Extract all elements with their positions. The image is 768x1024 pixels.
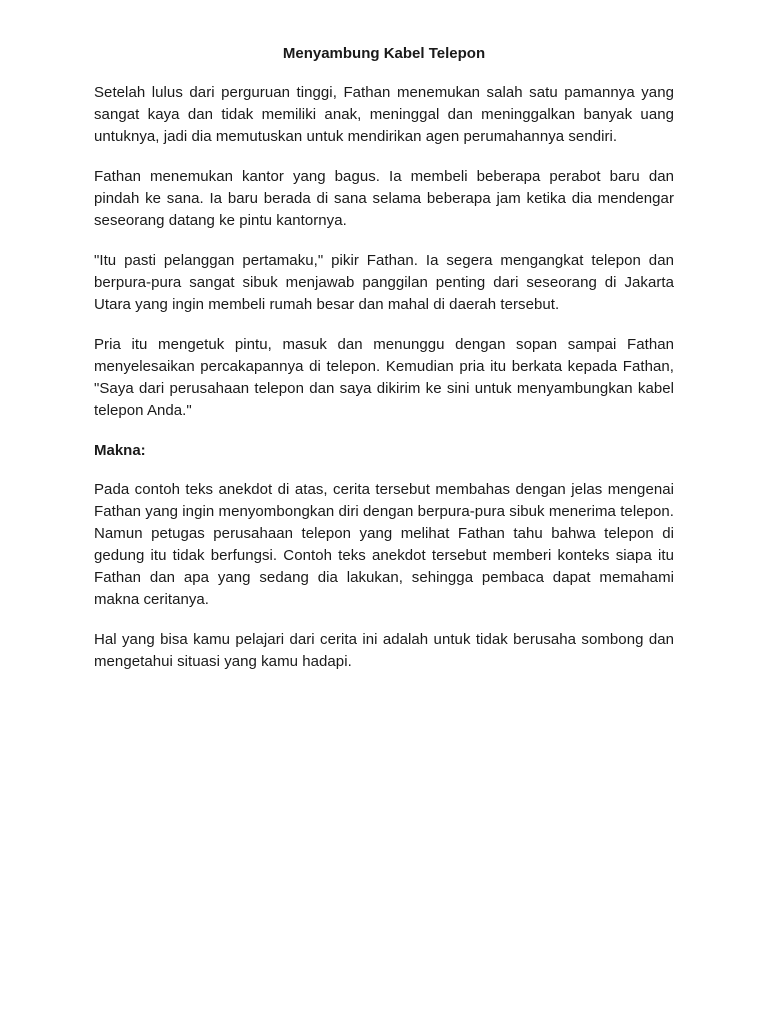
document-title: Menyambung Kabel Telepon bbox=[282, 45, 486, 62]
story-paragraph: "Itu pasti pelanggan pertamaku," pikir Fathan. Ia segera mengangkat telepon dan berpura-pura sangat sibuk menjawab panggilan penting dari seseorang di Jakarta Utara yang ingin membeli rumah besar dan mahal di daerah tersebut. bbox=[94, 252, 674, 313]
meaning-paragraph: Hal yang bisa kamu pelajari dari cerita ini adalah untuk tidak berusaha sombong dan mengetahui situasi yang kamu hadapi. bbox=[94, 631, 674, 670]
meaning-heading: Makna: bbox=[94, 442, 146, 459]
story-paragraph: Pria itu mengetuk pintu, masuk dan menunggu dengan sopan sampai Fathan menyelesaikan percakapannya di telepon. Kemudian pria itu berkata kepada Fathan, "Saya dari perusahaan telepon dan saya dikirim ke sini untuk menyambungkan kabel telepon Anda." bbox=[94, 336, 674, 419]
meaning-paragraph: Pada contoh teks anekdot di atas, cerita tersebut membahas dengan jelas mengenai Fathan yang ingin menyombongkan diri dengan berpura-pura sibuk menerima telepon. Namun petugas perusahaan telepon yang melihat Fathan tahu bahwa telepon di gedung itu tidak berfungsi. Contoh teks anekdot tersebut memberi konteks siapa itu Fathan dan apa yang sedang dia lakukan, sehingga pembaca dapat memahami makna ceritanya. bbox=[94, 481, 674, 608]
story-paragraph: Setelah lulus dari perguruan tinggi, Fathan menemukan salah satu pamannya yang sangat kaya dan tidak memiliki anak, meninggal dan meninggalkan banyak uang untuknya, jadi dia memutuskan untuk mendirikan agen perumahannya sendiri. bbox=[94, 84, 674, 145]
story-paragraph: Fathan menemukan kantor yang bagus. Ia membeli beberapa perabot baru dan pindah ke sana. Ia baru berada di sana selama beberapa jam ketika dia mendengar seseorang datang ke pintu kantornya. bbox=[94, 168, 674, 229]
